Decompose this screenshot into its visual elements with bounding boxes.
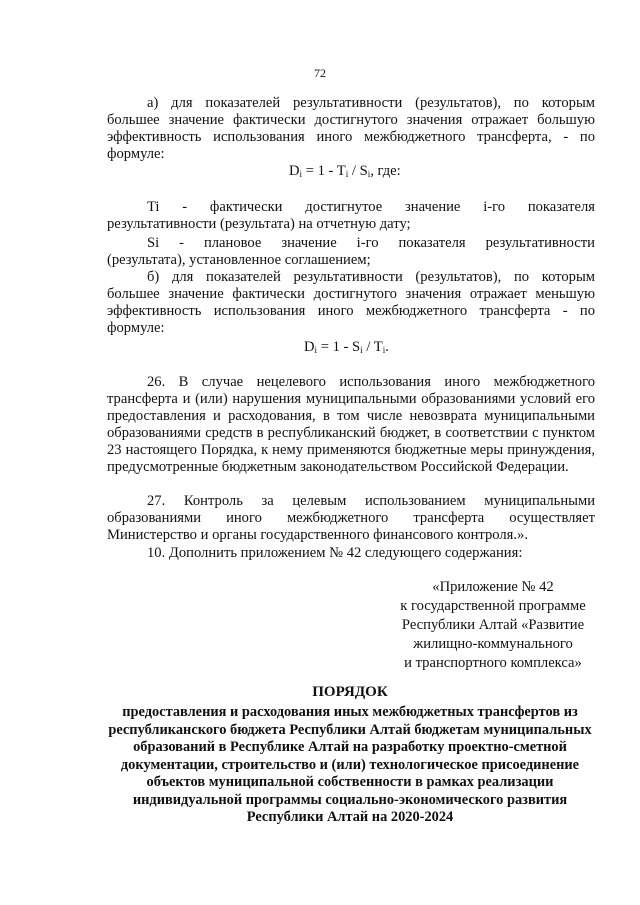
paragraph-26-text: 26. В случае нецелевого использования иного межбюджетного трансферта и (или) нарушения муниципальными образованиями условий его предоставления и расходования, в том числе невозврата муниципальными образованиями средств в республиканский бюджет, в соответствии с пунктом 23 настоящего Порядка, к нему применяются бюджетные меры принуждения, предусмотренные бюджетным законодательством Российской Федерации. bbox=[107, 374, 595, 475]
formula-1: $D_i = 1 - T_i / S_i$, где: bbox=[289, 163, 401, 179]
paragraph-10 bbox=[107, 545, 595, 562]
paragraph-27-text: 27. Контроль за целевым использованием муниципальными образованиями иного межбюджетного трансферта осуществляет Министерство и органы государственного финансового контроля.». bbox=[107, 493, 595, 543]
ti-definition: Ti - фактически достигнутое значение i-го показателя результативности (результата) на отчетную дату; bbox=[107, 199, 595, 232]
formula-2: $D_i = 1 - S_i / T_i$. bbox=[304, 339, 389, 355]
paragraph-b-text: б) для показателей результативности (результатов), по которым большее значение фактически достигнутого значения отражает меньшую эффективность использования иного межбюджетного трансферта - по формуле: bbox=[107, 269, 595, 336]
paragraph-b bbox=[107, 269, 595, 337]
paragraph-27 bbox=[107, 493, 595, 544]
document-title: ПОРЯДОК bbox=[312, 684, 388, 700]
document-subtitle: предоставления и расходования иных межбюджетных трансфертов из республиканского бюджета Республики Алтай бюджетам муниципальных образований в Республике Алтай на разработку проектно-сметной документации, строительство и (или) технологическое присоединение объектов муниципальной собственности в рамках реализации индивидуальной программы социально-экономического развития Республики Алтай на 2020-2024 bbox=[108, 704, 592, 825]
paragraph-10-text: 10. Дополнить приложением № 42 следующего содержания: bbox=[147, 545, 523, 561]
page-number: 72 bbox=[314, 66, 326, 80]
si-definition: Si - плановое значение i-го показателя результативности (результата), установленное соглашением; bbox=[107, 235, 595, 268]
paragraph-a-text: а) для показателей результативности (результатов), по которым большее значение фактически достигнутого значения отражает большую эффективность использования иного межбюджетного трансферта, - по формуле: bbox=[107, 95, 595, 162]
paragraph-a bbox=[107, 95, 595, 163]
appendix-header: «Приложение № 42 к государственной программе Республики Алтай «Развитие жилищно-коммунального и транспортного комплекса» bbox=[400, 579, 586, 671]
paragraph-26 bbox=[107, 374, 595, 476]
